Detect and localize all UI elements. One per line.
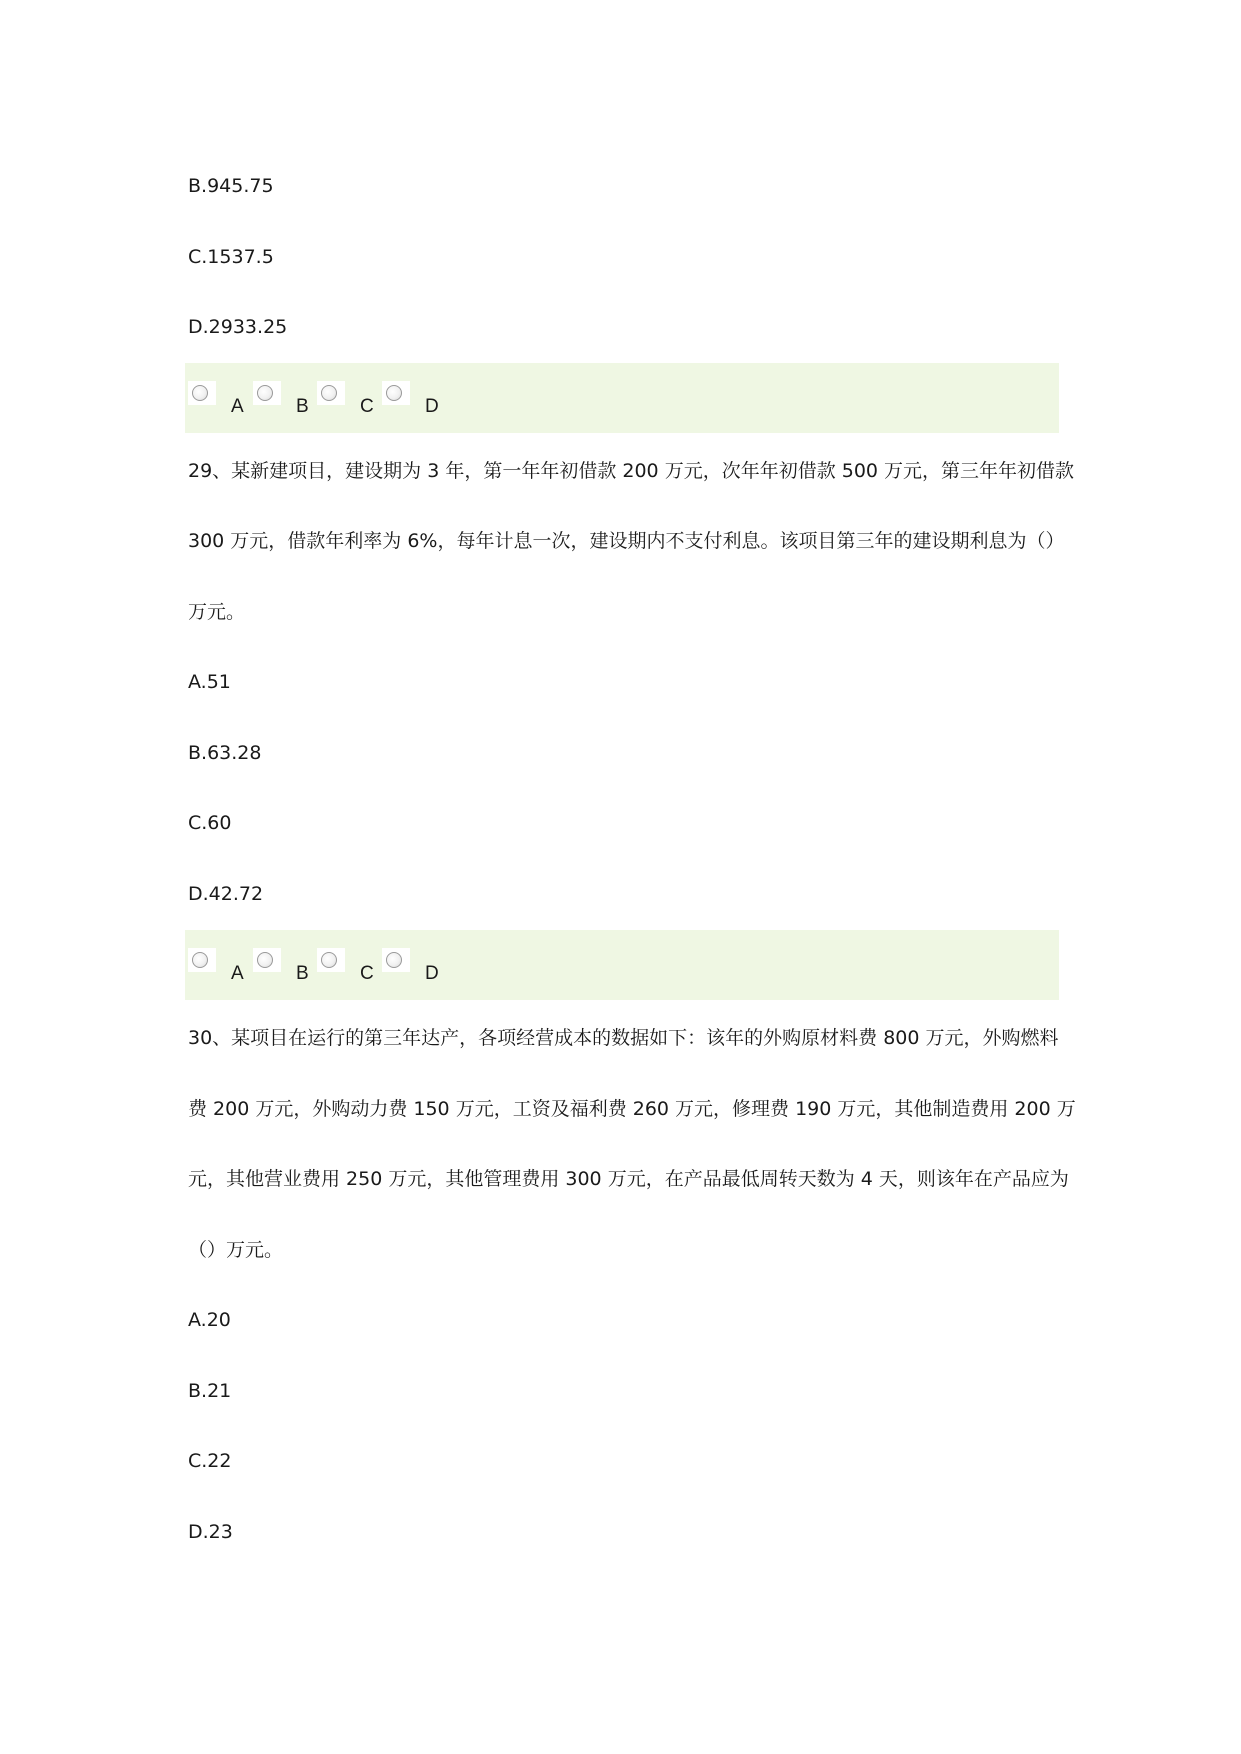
radio-d[interactable] xyxy=(382,948,410,972)
choice-label-a: A xyxy=(231,963,244,984)
radio-icon xyxy=(257,385,273,401)
option-d: D.42.72 xyxy=(188,883,264,905)
radio-icon xyxy=(192,952,208,968)
radio-a[interactable] xyxy=(188,381,216,405)
option-d: D.23 xyxy=(188,1521,233,1543)
option-b: B.63.28 xyxy=(188,742,262,764)
option-b: B.21 xyxy=(188,1380,232,1402)
option-d: D.2933.25 xyxy=(188,316,288,338)
option-b: B.945.75 xyxy=(188,175,274,197)
radio-icon xyxy=(321,952,337,968)
choice-label-a: A xyxy=(231,396,244,417)
radio-icon xyxy=(321,385,337,401)
question-30-text-line-3: 元，其他营业费用 250 万元，其他管理费用 300 万元，在产品最低周转天数为 4 天，则该年在产品应为 xyxy=(188,1168,1069,1190)
question-29-text-line-2: 300 万元，借款年利率为 6%，每年计息一次，建设期内不支付利息。该项目第三年的建设期利息为（） xyxy=(188,530,1065,552)
radio-icon xyxy=(257,952,273,968)
question-29-text-line-1: 29、某新建项目，建设期为 3 年，第一年年初借款 200 万元，次年年初借款 500 万元，第三年年初借款 xyxy=(188,460,1075,482)
choice-label-b: B xyxy=(296,963,309,984)
choice-label-b: B xyxy=(296,396,309,417)
option-c: C.60 xyxy=(188,812,232,834)
option-a: A.20 xyxy=(188,1309,231,1331)
question-30-text-line-2: 费 200 万元，外购动力费 150 万元，工资及福利费 260 万元，修理费 190 万元，其他制造费用 200 万 xyxy=(188,1098,1076,1120)
radio-d[interactable] xyxy=(382,381,410,405)
choice-label-c: C xyxy=(360,396,374,417)
choice-label-c: C xyxy=(360,963,374,984)
radio-c[interactable] xyxy=(317,381,345,405)
question-30-text-line-4: （）万元。 xyxy=(188,1239,284,1261)
radio-icon xyxy=(386,952,402,968)
radio-c[interactable] xyxy=(317,948,345,972)
radio-icon xyxy=(192,385,208,401)
question-29-text-line-3: 万元。 xyxy=(188,601,246,623)
question-30-text-line-1: 30、某项目在运行的第三年达产，各项经营成本的数据如下：该年的外购原材料费 800 万元，外购燃料 xyxy=(188,1027,1059,1049)
option-c: C.1537.5 xyxy=(188,246,274,268)
choice-label-d: D xyxy=(425,963,439,984)
radio-icon xyxy=(386,385,402,401)
answer-bar xyxy=(185,363,1059,433)
radio-a[interactable] xyxy=(188,948,216,972)
radio-b[interactable] xyxy=(253,948,281,972)
choice-label-d: D xyxy=(425,396,439,417)
option-c: C.22 xyxy=(188,1450,232,1472)
answer-bar xyxy=(185,930,1059,1000)
option-a: A.51 xyxy=(188,671,231,693)
radio-b[interactable] xyxy=(253,381,281,405)
